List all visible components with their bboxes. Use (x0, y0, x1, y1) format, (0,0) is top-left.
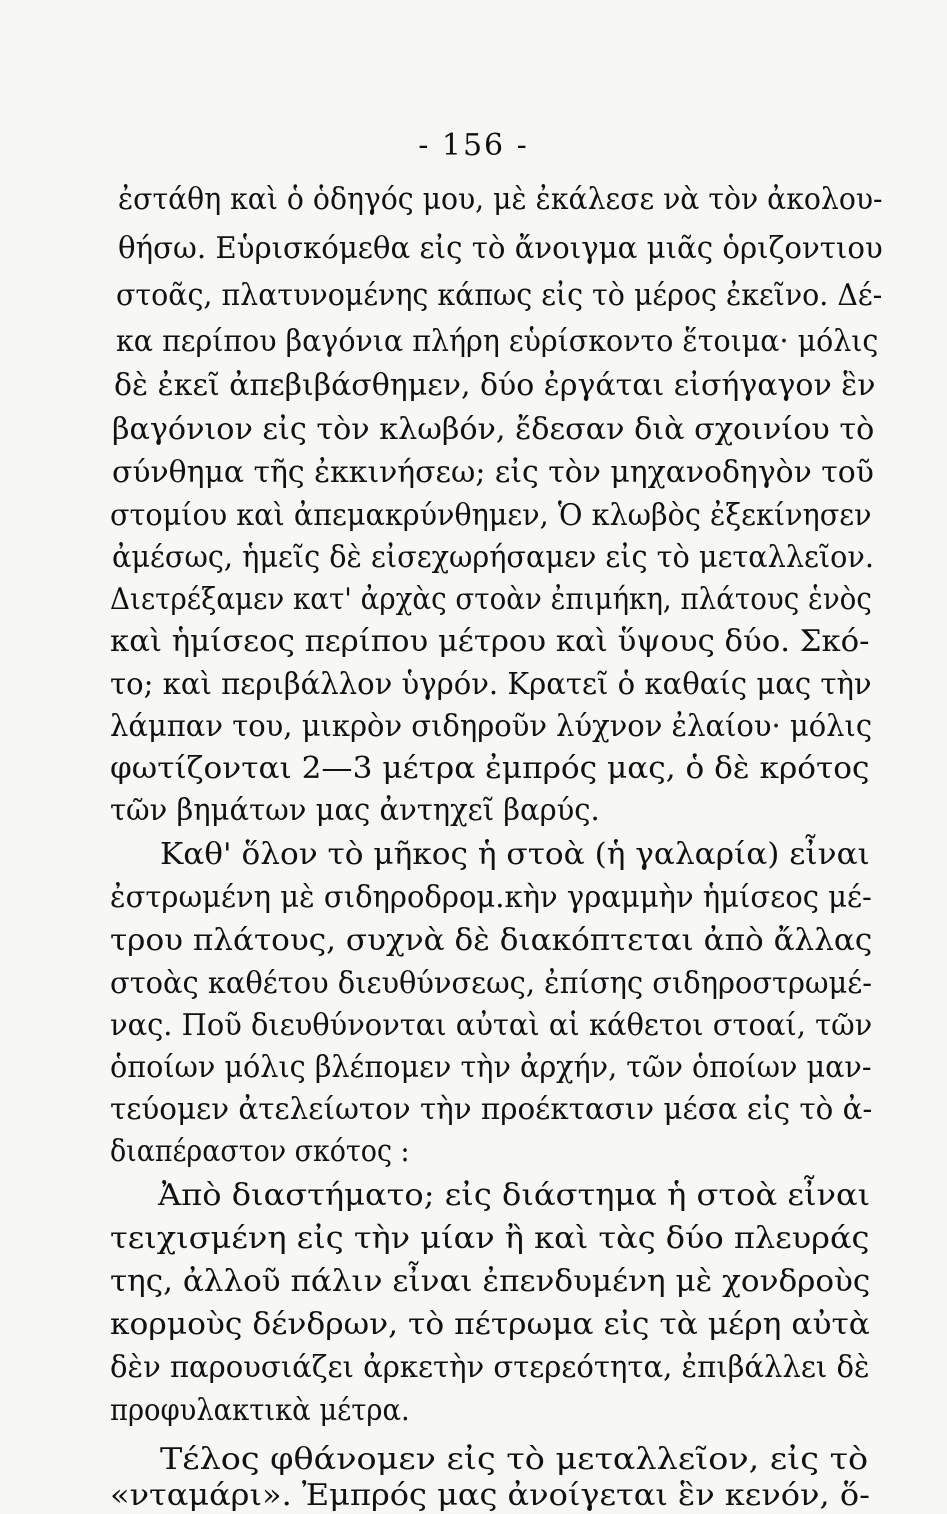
text-line: τρου πλάτους, συχνὰ δὲ διακόπτεται ἀπὸ ἄλλας (110, 923, 873, 958)
text-line: κα περίπου βαγόνια πλήρη εὑρίσκοντο ἕτοιμα· μόλις (116, 324, 879, 359)
text-line: ἐστάθη καὶ ὁ ὁδηγός μου, μὲ ἐκάλεσε νὰ τὸν ἀκολου- (118, 182, 883, 217)
text-line: Διετρέξαμεν κατ' ἀρχὰς στοὰν ἐπιμήκη, πλάτους ἑνὸς (110, 582, 872, 617)
page-number: - 156 - (418, 128, 529, 163)
text-line: στομίου καὶ ἀπεμακρύνθημεν, Ὁ κλωβὸς ἐξεκίνησεν (110, 498, 872, 533)
text-line: της, ἀλλοῦ πάλιν εἶναι ἐπενδυμένη μὲ χονδροὺς (110, 1264, 871, 1299)
text-line: ἐστρωμένη μὲ σιδηροδρομ.κὴν γραμμὴν ἡμίσεος μέ- (110, 880, 872, 915)
text-line: τειχισμένη εἰς τὴν μίαν ἢ καὶ τὰς δύο πλευράς (110, 1221, 870, 1256)
text-line: σύνθημα τῆς ἐκκινήσεω; εἰς τὸν μηχανοδηγὸν τοῦ (112, 455, 874, 490)
text-line: κορμοὺς δένδρων, τὸ πέτρωμα εἰς τὰ μέρη αὐτὰ (110, 1307, 870, 1342)
text-line: το; καὶ περιβάλλον ὑγρόν. Κρατεῖ ὁ καθαίς μας τὴν (110, 667, 872, 702)
text-line: ὁποίων μόλις βλέπομεν τὴν ἀρχήν, τῶν ὁποίων μαν- (110, 1050, 872, 1085)
text-line: προφυλακτικὰ μέτρα. (110, 1393, 410, 1428)
text-line: τῶν βημάτων μας ἀντηχεῖ βαρύς. (110, 793, 600, 828)
text-line: βαγόνιον εἰς τὸν κλωβόν, ἔδεσαν διὰ σχοινίου τὸ (112, 412, 875, 447)
text-line: τεύομεν ἀτελείωτον τὴν προέκτασιν μέσα εἰς τὸ ἀ- (110, 1092, 873, 1127)
text-line: φωτίζονται 2—3 μέτρα ἐμπρός μας, ὁ δὲ κρότος (110, 751, 870, 786)
text-line: Ἀπὸ διαστήματο; εἰς διάστημα ἡ στοὰ εἶναι (158, 1178, 871, 1213)
text-line: στοὰς καθέτου διευθύνσεως, ἐπίσης σιδηροστρωμέ- (110, 966, 872, 1001)
text-line: καὶ ἡμίσεος περίπου μέτρου καὶ ὕψους δύο. Σκό- (110, 624, 870, 659)
text-line: νας. Ποῦ διευθύνονται αὐταὶ αἱ κάθετοι στοαί, τῶν (110, 1008, 873, 1043)
text-line: διαπέραστον σκότος : (110, 1134, 410, 1169)
text-line: Τέλος φθάνομεν εἰς τὸ μεταλλεῖον, εἰς τὸ (160, 1442, 869, 1477)
text-line: ἀμέσως, ἡμεῖς δὲ εἰσεχωρήσαμεν εἰς τὸ μεταλλεῖον. (112, 540, 874, 575)
text-line: «νταμάρι». Ἐμπρός μας ἀνοίγεται ἓν κενόν, ὅ- (110, 1478, 870, 1513)
text-line: λάμπαν του, μικρὸν σιδηροῦν λύχνον ἐλαίου· μόλις (110, 709, 873, 744)
text-line: δὲ ἐκεῖ ἀπεβιβάσθημεν, δύο ἐργάται εἰσήγαγον ἓν (114, 368, 876, 403)
text-line: θήσω. Εὑρισκόμεθα εἰς τὸ ἄνοιγμα μιᾶς ὁριζοντιου (118, 231, 883, 266)
text-line: δὲν παρουσιάζει ἀρκετὴν στερεότητα, ἐπιβάλλει δὲ (110, 1350, 870, 1385)
text-line: στοᾶς, πλατυνομένης κάπως εἰς τὸ μέρος ἐκεῖνο. Δέ- (116, 278, 883, 313)
text-line: Καθ' ὅλον τὸ μῆκος ἡ στοὰ (ἡ γαλαρία) εἶναι (160, 837, 870, 872)
